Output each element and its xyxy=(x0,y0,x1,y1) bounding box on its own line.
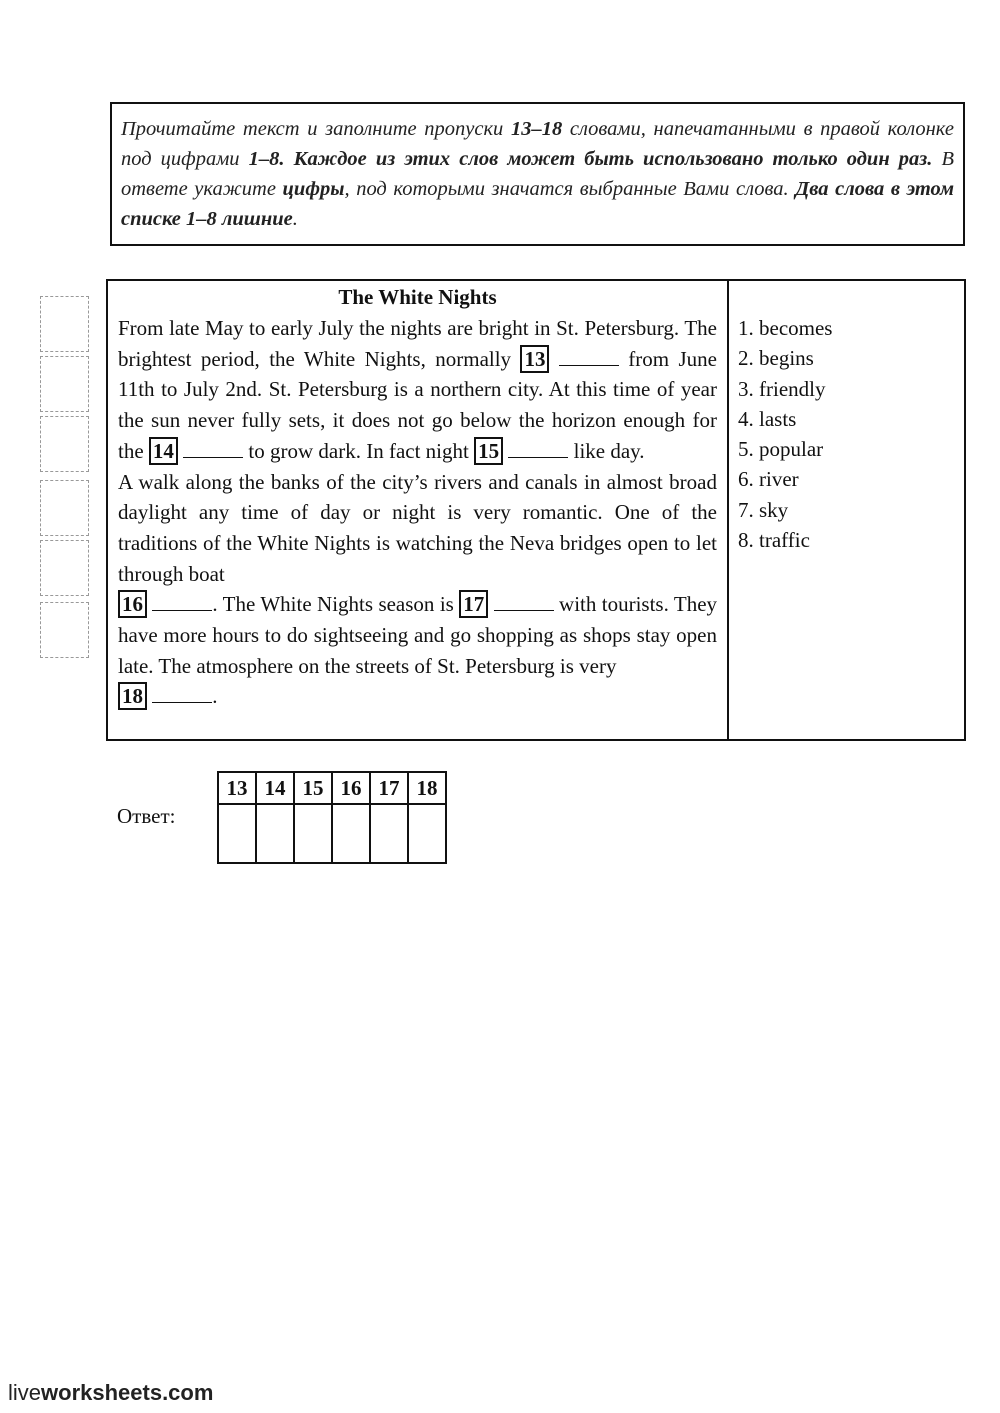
answer-header-row xyxy=(218,772,446,804)
word-item: 8. traffic xyxy=(738,528,810,553)
answer-slot-17[interactable] xyxy=(40,540,89,596)
answer-slot-18[interactable] xyxy=(40,602,89,658)
instr-part5: , под которыми значатся выбранные Вами слова. xyxy=(344,178,796,200)
instr-part3: . xyxy=(279,148,294,170)
word-item: 5. popular xyxy=(738,437,824,462)
passage-paragraph-1 xyxy=(118,313,717,467)
instr-part2: словами, напечатанными в правой колонке под цифрами xyxy=(121,118,954,170)
instr-part1: Прочитайте текст и заполните пропуски xyxy=(121,118,511,140)
passage-text: with tourists. They have more hours to do sightseeing and go shopping as shops stay open late. The atmosphere on the streets of St. Petersburg is very xyxy=(118,592,718,678)
word-bank xyxy=(738,313,832,555)
gap-blank-15 xyxy=(508,439,568,458)
gap-blank-13 xyxy=(559,347,619,366)
text-table xyxy=(106,279,966,741)
answer-slot-16[interactable] xyxy=(40,480,89,536)
logo-bold: worksheets.com xyxy=(41,1380,214,1405)
gap-blank-17 xyxy=(494,592,554,611)
gap-blank-18 xyxy=(152,684,212,703)
word-item: 6. river xyxy=(738,467,799,492)
answer-cell[interactable] xyxy=(218,804,256,863)
passage-text: from June 11th to July 2nd. St. Petersburg is a northern city. At this time of year the sun never fully sets, it does not go below the horizon enough for the xyxy=(118,346,717,463)
word-item: 2. begins xyxy=(738,346,814,371)
instr-bold3: Два слова в этом списке 1–8 лишние xyxy=(121,178,955,230)
gap-blank-16 xyxy=(152,592,212,611)
instr-bold1: Каждое из этих слов может быть использовано только один раз. xyxy=(293,148,933,170)
passage-title: The White Nights xyxy=(338,285,497,309)
answer-col-header: 18 xyxy=(408,772,446,804)
gap-number-13: 13 xyxy=(520,345,549,373)
passage-text: From late May to early July the nights are bright in St. Petersburg. The brightest period, the White Nights, normally xyxy=(118,316,717,371)
answer-col-header: 17 xyxy=(370,772,408,804)
answer-slot-15[interactable] xyxy=(40,416,89,472)
instr-part4: В ответе укажите xyxy=(121,148,955,200)
passage-text: A walk along the banks of the city’s rivers and canals in almost broad daylight any time of day or night is very romantic. One of the traditions of the White Nights is watching the Neva bridges open to let through boat xyxy=(118,469,717,586)
word-item: 7. sky xyxy=(738,497,789,522)
word-item: 4. lasts xyxy=(738,406,797,431)
passage-text: . The White Nights season is xyxy=(212,592,460,617)
instructions-box xyxy=(110,102,965,246)
passage-text: to grow dark. In fact night xyxy=(243,438,475,463)
answer-col-header: 15 xyxy=(294,772,332,804)
gap-number-17: 17 xyxy=(459,590,488,618)
liveworksheets-logo xyxy=(8,1380,213,1406)
answer-cell[interactable] xyxy=(370,804,408,863)
answer-col-header: 13 xyxy=(218,772,256,804)
passage-text: . xyxy=(212,684,218,709)
answer-input-row xyxy=(218,804,446,863)
gap-number-18: 18 xyxy=(118,682,147,710)
word-item: 1. becomes xyxy=(738,316,833,340)
passage-text: like day. xyxy=(568,438,645,463)
gap-number-14: 14 xyxy=(149,437,178,465)
word-item: 3. friendly xyxy=(738,376,826,401)
gap-blank-14 xyxy=(183,439,243,458)
instr-bold2: цифры xyxy=(282,178,345,200)
instr-part6: . xyxy=(292,208,298,230)
gap-number-15: 15 xyxy=(474,437,503,465)
answer-slot-14[interactable] xyxy=(40,356,89,412)
answer-col-header: 16 xyxy=(332,772,370,804)
answer-cell[interactable] xyxy=(256,804,294,863)
answer-label: Ответ: xyxy=(117,804,176,828)
logo-light: live xyxy=(8,1380,42,1405)
gap-number-16: 16 xyxy=(118,590,147,618)
answer-cell[interactable] xyxy=(408,804,446,863)
answer-cell[interactable] xyxy=(332,804,370,863)
passage-column xyxy=(108,281,729,739)
answer-cell[interactable] xyxy=(294,804,332,863)
instr-range: 13–18 xyxy=(510,118,563,140)
answer-slot-13[interactable] xyxy=(40,296,89,352)
passage-paragraph-2 xyxy=(118,467,717,713)
answer-col-header: 14 xyxy=(256,772,294,804)
instr-list-range: 1–8 xyxy=(248,148,280,170)
answer-table xyxy=(217,771,447,864)
